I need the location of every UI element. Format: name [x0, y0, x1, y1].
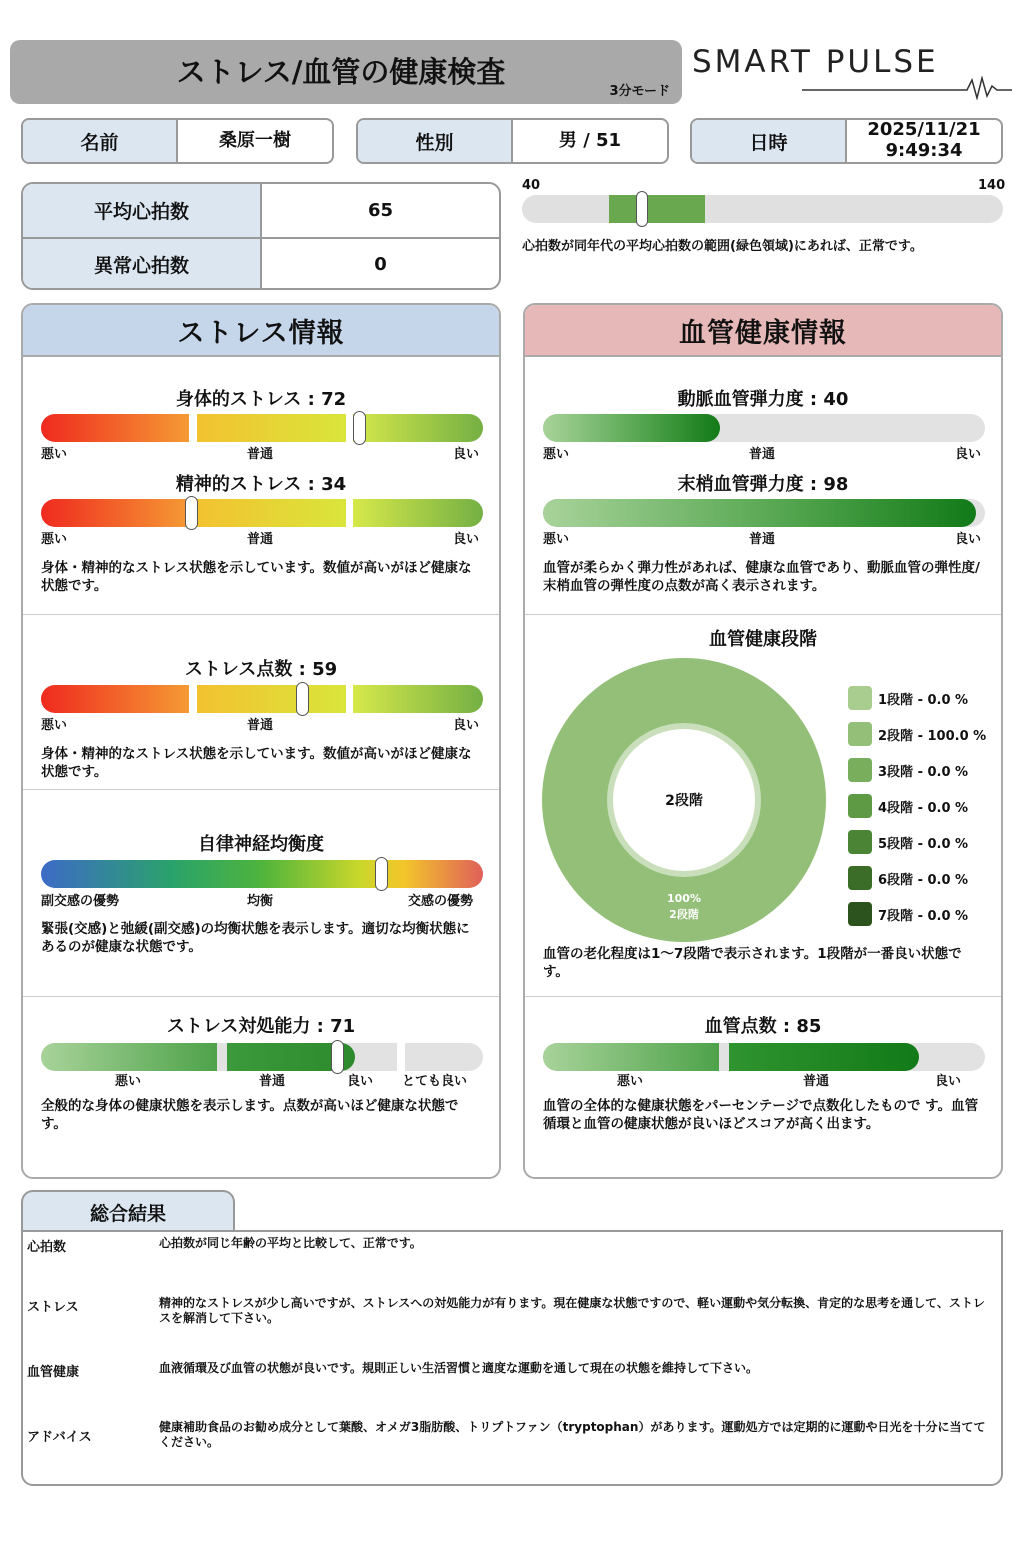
gauge-gap — [397, 1043, 405, 1071]
legend-label: 1段階 - 0.0 % — [878, 692, 969, 708]
hr-note: 心拍数が同年代の平均心拍数の範囲(緑色領域)にあれば、正常です。 — [522, 239, 923, 254]
gauge-segment-bad — [41, 1043, 217, 1071]
hr-normal-range — [609, 195, 705, 223]
summary-label-advice: アドバイス — [27, 1430, 92, 1445]
coping-title: ストレス対処能力 : 71 — [166, 1016, 356, 1037]
gauge-segment-good — [353, 685, 483, 713]
gauge-fill — [543, 499, 976, 527]
gauge-label-good: 良い — [453, 532, 480, 547]
legend-item — [848, 830, 968, 854]
gauge-segment-bad — [41, 499, 189, 527]
stress-desc-1: 身体・精神的なストレス状態を示しています。数値が高いがほど健康な状態です。 — [41, 560, 472, 594]
coping-label-bad: 悪い — [115, 1074, 142, 1089]
coping-label-normal: 普通 — [259, 1074, 286, 1089]
avg-hr-value: 65 — [367, 200, 394, 221]
vascular-desc-3: 血管の全体的な健康状態をパーセンテージで点数化したもので す。血管循環と血管の健康状態が良いほどスコアが高く出ます。 — [543, 1098, 979, 1132]
artery-title: 動脈血管弾力度 : 40 — [677, 389, 849, 410]
legend-label: 2段階 - 100.0 % — [878, 728, 987, 744]
divider — [525, 996, 1001, 997]
vascular-desc-1: 血管が柔らかく弾力性があれば、健康な血管であり、動脈血管の弾性度/末梢血管の弾性度の点数が高く表示されます。 — [543, 560, 980, 594]
physical-stress-gauge — [41, 414, 483, 442]
vscore-label-good: 良い — [935, 1074, 962, 1089]
donut-center-label: 2段階 — [665, 793, 703, 809]
date-value — [847, 120, 1001, 162]
legend-item — [848, 722, 986, 746]
gauge-label-normal: 普通 — [749, 447, 776, 462]
gender-label: 性別 — [358, 120, 513, 162]
legend-item — [848, 686, 968, 710]
summary-text-stress: 精神的なストレスが少し高いですが、ストレスへの対処能力が有ります。現在健康な状態ですので、軽い運動や気分転換、肯定的な思考を通して、ストレスを解消して下さい。 — [159, 1296, 985, 1325]
vascular-score-title: 血管点数 : 85 — [704, 1016, 822, 1037]
mode-label: 3分モード — [609, 84, 670, 99]
artery-gauge — [543, 414, 985, 442]
gauge-marker — [185, 496, 198, 530]
gauge-segment-normal — [197, 499, 346, 527]
abnormal-hr-value: 0 — [374, 254, 387, 275]
time-text: 9:49:34 — [885, 140, 963, 161]
hr-marker — [636, 191, 648, 227]
legend-swatch — [848, 794, 872, 818]
gauge-label-normal: 普通 — [247, 532, 274, 547]
heart-rate-box — [21, 182, 501, 290]
abnormal-hr-label: 異常心拍数 — [23, 239, 262, 290]
legend-swatch — [848, 830, 872, 854]
peripheral-gauge — [543, 499, 985, 527]
coping-label-very-good: とても良い — [402, 1074, 468, 1089]
summary-label-vascular: 血管健康 — [27, 1365, 80, 1380]
gauge-marker — [353, 411, 366, 445]
gauge-label-good: 良い — [955, 532, 982, 547]
ans-balance-gauge — [41, 860, 483, 888]
mental-stress-gauge — [41, 499, 483, 527]
gauge-label-normal: 普通 — [749, 532, 776, 547]
gauge-segment-good — [353, 414, 483, 442]
gauge-fill — [543, 414, 720, 442]
summary-box — [21, 1230, 1003, 1486]
legend-label: 5段階 - 0.0 % — [878, 836, 969, 852]
avg-hr-label: 平均心拍数 — [23, 184, 262, 237]
legend-item — [848, 794, 968, 818]
name-box — [21, 118, 334, 164]
gender-value: 男 / 51 — [558, 129, 622, 151]
legend-label: 6段階 - 0.0 % — [878, 872, 969, 888]
legend-label: 3段階 - 0.0 % — [878, 764, 969, 780]
peripheral-title: 末梢血管弾力度 : 98 — [677, 474, 849, 495]
gauge-label-normal: 普通 — [247, 447, 274, 462]
stress-score-gauge — [41, 685, 483, 713]
gauge-label-bad: 悪い — [41, 447, 68, 462]
donut-pct-label: 2段階 — [669, 908, 699, 921]
legend-swatch — [848, 722, 872, 746]
legend-swatch — [848, 866, 872, 890]
smart-pulse-logo — [692, 44, 1012, 104]
legend-item — [848, 866, 968, 890]
divider — [23, 996, 499, 997]
coping-gauge — [41, 1043, 483, 1071]
hr-range-bar — [522, 195, 1003, 223]
vascular-heading: 血管健康情報 — [525, 305, 1001, 357]
ans-balance-title: 自律神経均衡度 — [198, 834, 324, 855]
legend-label: 4段階 - 0.0 % — [878, 800, 969, 816]
gauge-segment-normal — [197, 685, 346, 713]
donut-pct: 100% — [667, 892, 701, 905]
summary-label-heart: 心拍数 — [27, 1240, 67, 1255]
gauge-label-bad: 悪い — [41, 532, 68, 547]
title-bar — [10, 40, 682, 104]
gauge-segment-good — [353, 499, 483, 527]
stress-score-title: ストレス点数 : 59 — [184, 659, 338, 680]
ans-marker — [375, 857, 388, 891]
summary-text-advice: 健康補助食品のお勧め成分として葉酸、オメガ3脂肪酸、トリプトファン（tryptophan）があります。運動処方では定期的に運動や日光を十分に当ててください。 — [159, 1420, 986, 1449]
divider — [23, 614, 499, 615]
summary-label-stress: ストレス — [27, 1300, 79, 1315]
vascular-panel — [523, 303, 1003, 1179]
gauge-label-bad: 悪い — [543, 532, 570, 547]
legend-label: 7段階 - 0.0 % — [878, 908, 969, 924]
legend-swatch — [848, 686, 872, 710]
legend-swatch — [848, 758, 872, 782]
summary-tab: 総合結果 — [21, 1190, 235, 1232]
coping-marker — [331, 1040, 344, 1074]
physical-stress-title: 身体的ストレス : 72 — [175, 389, 347, 410]
vascular-desc-2: 血管の老化程度は1〜7段階で表示されます。1段階が一番良い状態です。 — [543, 946, 962, 980]
date-label: 日時 — [692, 120, 847, 162]
date-box — [690, 118, 1003, 164]
page-title: ストレス/血管の健康検査 — [176, 55, 506, 89]
name-label: 名前 — [23, 120, 178, 162]
date-text: 2025/11/21 — [867, 119, 981, 141]
gauge-marker — [296, 682, 309, 716]
hr-range-max: 140 — [978, 178, 1006, 193]
stage-title: 血管健康段階 — [709, 629, 817, 650]
legend-item — [848, 902, 968, 926]
divider — [525, 614, 1001, 615]
legend-item — [848, 758, 968, 782]
gender-box — [356, 118, 669, 164]
summary-text-heart: 心拍数が同じ年齢の平均と比較して、正常です。 — [159, 1236, 422, 1250]
hr-range-min: 40 — [522, 178, 541, 193]
gauge-segment-bad — [41, 414, 189, 442]
ans-label-mid: 均衡 — [247, 894, 274, 909]
pulse-line-icon — [802, 76, 1012, 100]
ans-label-right: 交感の優勢 — [408, 894, 474, 909]
summary-text-vascular: 血液循環及び血管の状態が良いです。規則正しい生活習慣と適度な運動を通して現在の状態を維持して下さい。 — [159, 1361, 759, 1375]
gauge-label-good: 良い — [453, 447, 480, 462]
stress-panel — [21, 303, 501, 1179]
gauge-label-bad: 悪い — [41, 718, 68, 733]
coping-label-good: 良い — [347, 1074, 374, 1089]
ans-label-left: 副交感の優勢 — [41, 894, 120, 909]
vscore-label-normal: 普通 — [803, 1074, 830, 1089]
gauge-label-normal: 普通 — [247, 718, 274, 733]
stress-desc-3: 緊張(交感)と弛緩(副交感)の均衡状態を表示します。適切な均衡状態にあるのが健康な状態です。 — [41, 921, 470, 955]
logo-text: SMART PULSE — [692, 44, 939, 80]
gauge-label-bad: 悪い — [543, 447, 570, 462]
mental-stress-title: 精神的ストレス : 34 — [175, 474, 347, 495]
vascular-score-gauge — [543, 1043, 985, 1071]
gauge-label-good: 良い — [453, 718, 480, 733]
gauge-segment-normal — [197, 414, 346, 442]
gauge-segment-normal — [729, 1043, 919, 1071]
legend-swatch — [848, 902, 872, 926]
divider — [23, 789, 499, 790]
gauge-segment-bad — [543, 1043, 719, 1071]
gauge-segment-bad — [41, 685, 189, 713]
name-value: 桑原一樹 — [219, 129, 291, 151]
stress-desc-2: 身体・精神的なストレス状態を示しています。数値が高いがほど健康な状態です。 — [41, 746, 472, 780]
stress-desc-4: 全般的な身体の健康状態を表示します。点数が高いほど健康な状態です。 — [41, 1098, 459, 1132]
stress-heading: ストレス情報 — [23, 305, 499, 357]
vscore-label-bad: 悪い — [617, 1074, 644, 1089]
gauge-label-good: 良い — [955, 447, 982, 462]
